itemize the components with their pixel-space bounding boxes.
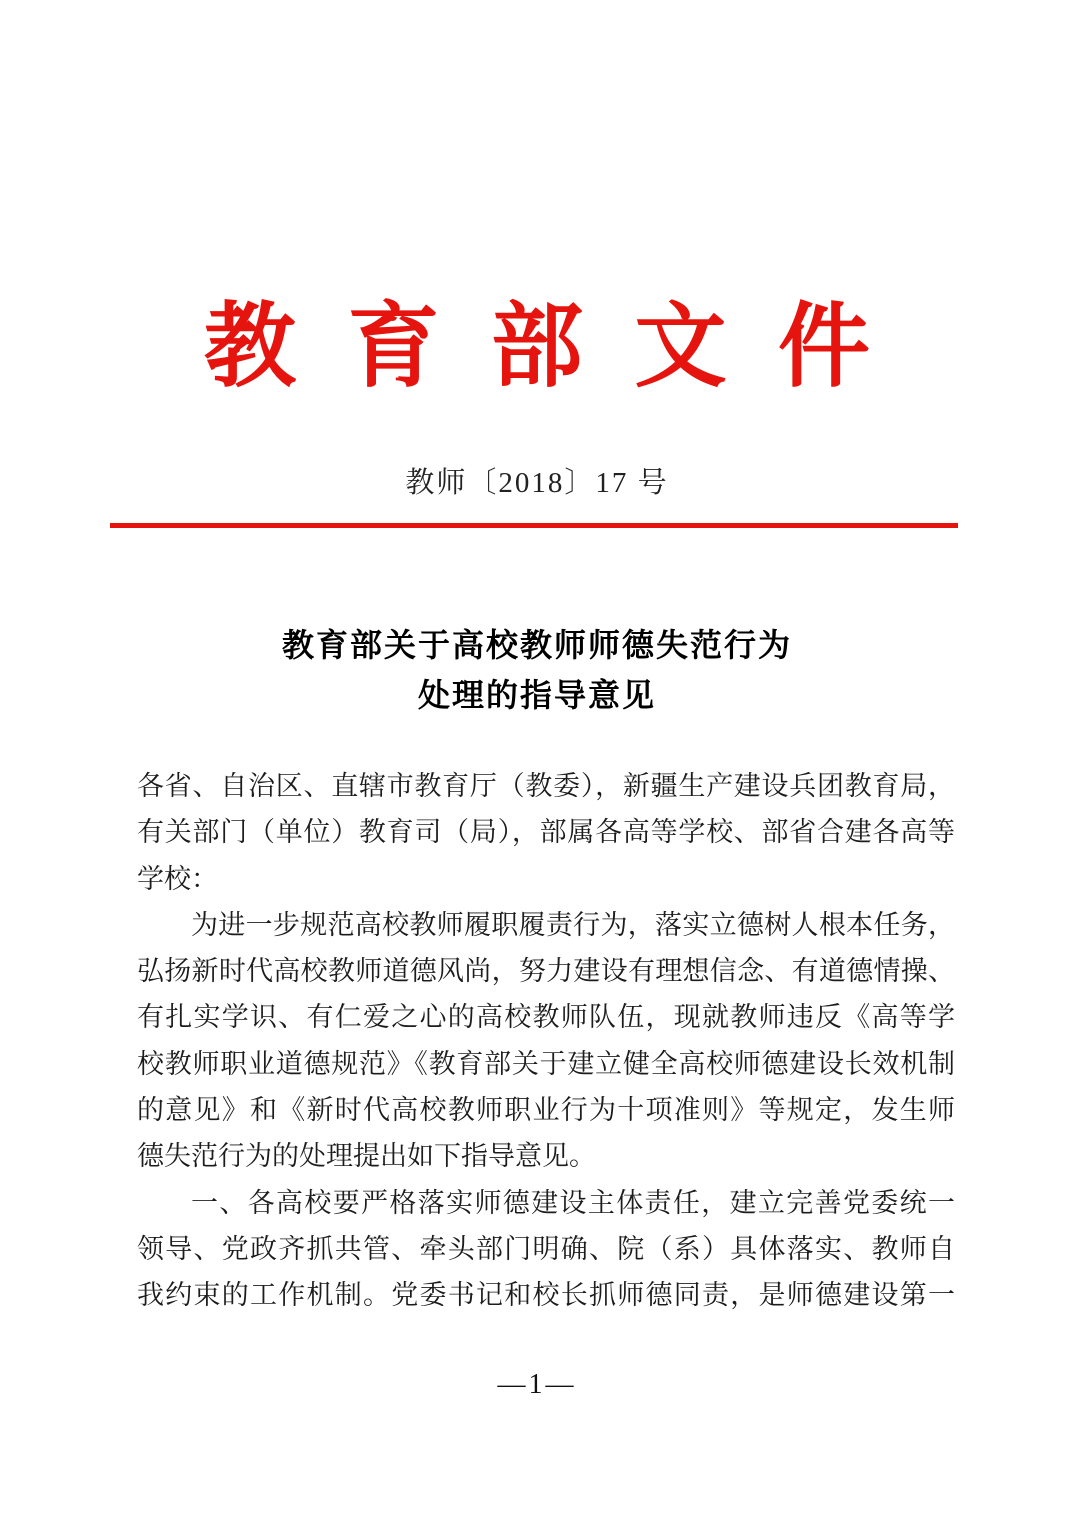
document-title: [0, 620, 1074, 720]
page-number: —1—: [497, 1369, 577, 1400]
document-title-line2: 处理的指导意见: [417, 677, 656, 713]
body-text-line: 弘扬新时代高校教师道德风尚，努力建设有理想信念、有道德情操、: [137, 956, 955, 987]
body-text-line: 有扎实学识、有仁爱之心的高校教师队伍，现就教师违反《高等学: [137, 1002, 955, 1033]
body-text-line: 为进一步规范高校教师履职履责行为，落实立德树人根本任务，: [191, 909, 955, 940]
letterhead-agency-title: 教育部文件: [203, 292, 922, 400]
body-text-line: 的意见》和《新时代高校教师职业行为十项准则》等规定，发生师: [137, 1095, 955, 1126]
letterhead-divider-line: [110, 523, 958, 528]
document-title-line1: 教育部关于高校教师师德失范行为: [281, 627, 792, 663]
document-number: 教师〔2018〕17 号: [405, 467, 669, 499]
body-text-line: 领导、党政齐抓共管、牵头部门明确、院（系）具体落实、教师自: [137, 1233, 955, 1264]
body-text-line: 学校：: [137, 863, 218, 894]
body-text-line: 有关部门（单位）教育司（局），部属各高等学校、部省合建各高等: [137, 817, 955, 848]
body-text-line: 一、各高校要严格落实师德建设主体责任，建立完善党委统一: [191, 1187, 955, 1218]
body-text-line: 我约束的工作机制。党委书记和校长抓师德同责，是师德建设第一: [137, 1280, 955, 1311]
body-text-line: 德失范行为的处理提出如下指导意见。: [137, 1141, 596, 1172]
body-text-line: 各省、自治区、直辖市教育厅（教委），新疆生产建设兵团教育局，: [137, 771, 955, 801]
body-text-line: 校教师职业道德规范》《教育部关于建立健全高校师德建设长效机制: [137, 1048, 955, 1079]
document-body: [137, 763, 955, 1319]
